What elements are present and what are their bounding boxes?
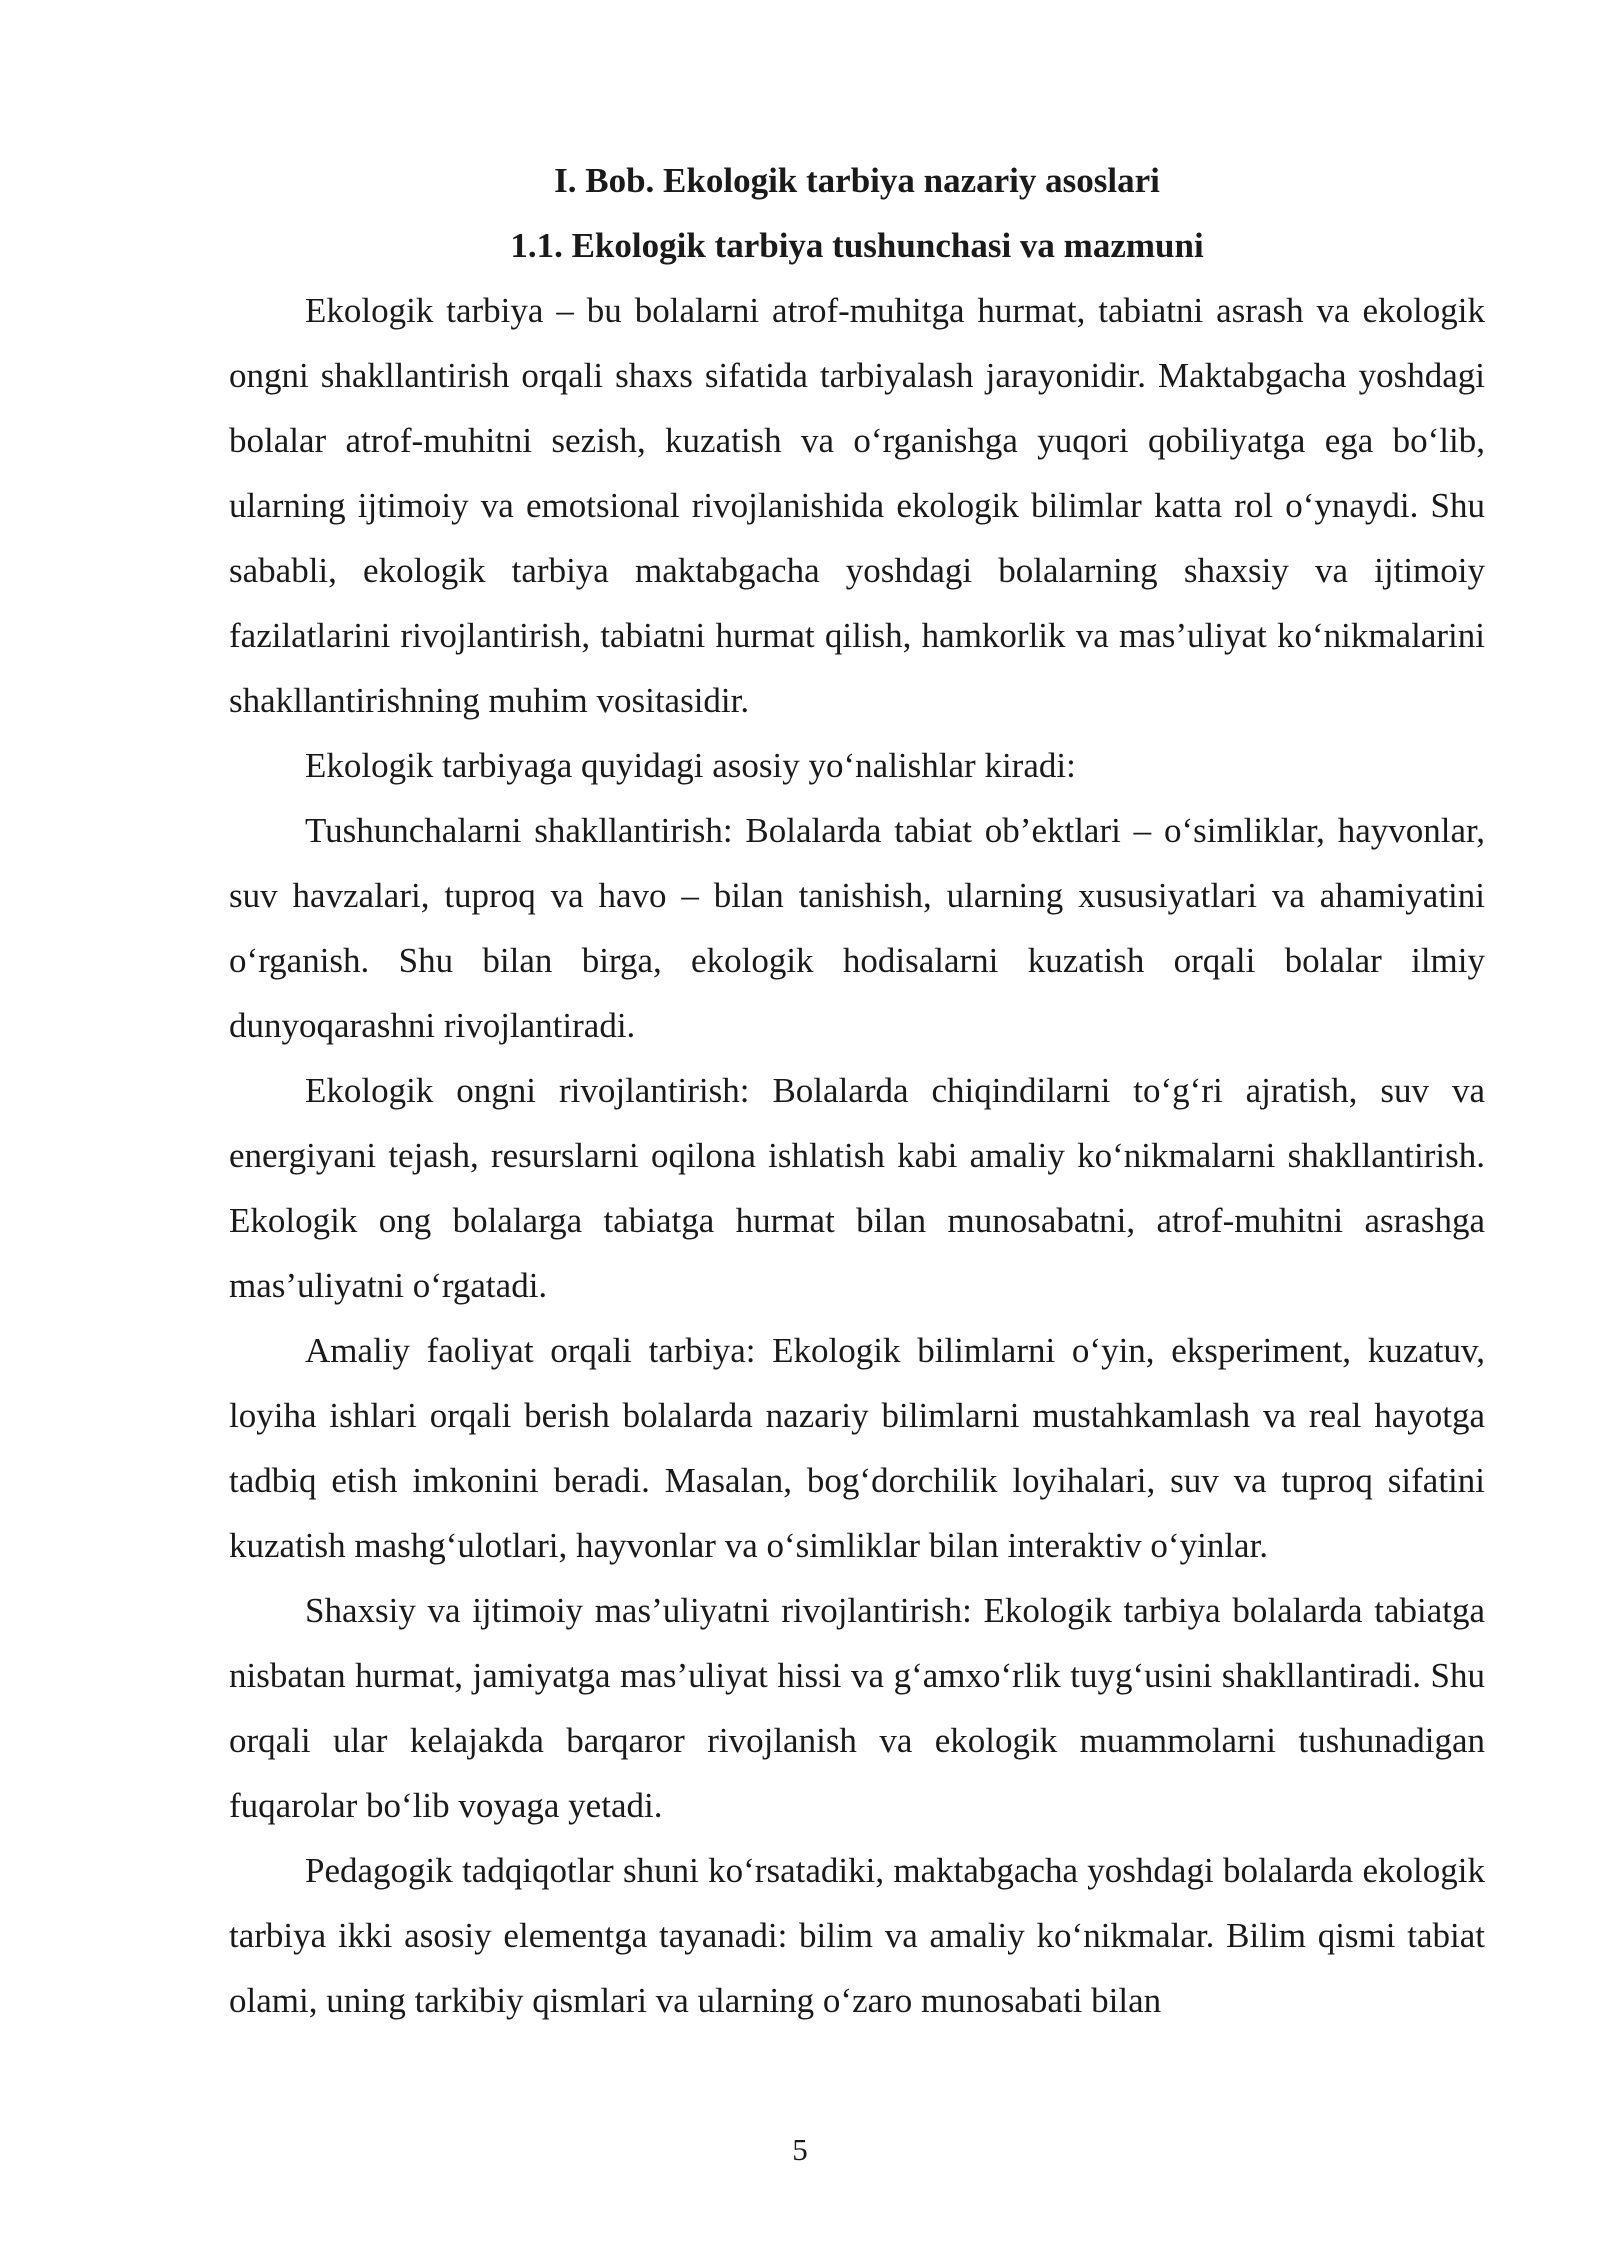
paragraph: Tushunchalarni shakllantirish: Bolalarda tabiat ob’ektlari – o‘simliklar, hayvonlar, suv havzalari, tuproq va havo – bilan tanishish, ularning xususiyatlari va ahamiyatini o‘rganish. Shu bilan birga, ekologik hodisalarni kuzatish orqali bolalar ilmiy dunyoqarashni rivojlantiradi.	[229, 811, 1485, 1045]
paragraph: Amaliy faoliyat orqali tarbiya: Ekologik bilimlarni o‘yin, eksperiment, kuzatuv, loyiha ishlari orqali berish bolalarda nazariy bilimlarni mustahkamlash va real hayotga tadbiq etish imkonini beradi. Masalan, bog‘dorchilik loyihalari, suv va tuproq sifatini kuzatish mashg‘ulotlari, hayvonlar va o‘simliklar bilan interaktiv o‘yinlar.	[229, 1331, 1485, 1565]
paragraph: Shaxsiy va ijtimoiy mas’uliyatni rivojlantirish: Ekologik tarbiya bolalarda tabiatga nisbatan hurmat, jamiyatga mas’uliyat hissi va g‘amxo‘rlik tuyg‘usini shakllantiradi. Shu orqali ular kelajakda barqaror rivojlanish va ekologik muammolarni tushunadigan fuqarolar bo‘lib voyaga yetadi.	[229, 1591, 1485, 1825]
paragraph: Pedagogik tadqiqotlar shuni ko‘rsatadiki, maktabgacha yoshdagi bolalarda ekologik tarbiya ikki asosiy elementga tayanadi: bilim va amaliy ko‘nikmalar. Bilim qismi tabiat olami, uning tarkibiy qismlari va ularning o‘zaro munosabati bilan	[229, 1851, 1485, 2020]
paragraph: Ekologik tarbiyaga quyidagi asosiy yo‘nalishlar kiradi:	[305, 746, 1076, 785]
section-title: 1.1. Ekologik tarbiya tushunchasi va mazmuni	[510, 226, 1204, 265]
paragraph: Ekologik ongni rivojlantirish: Bolalarda chiqindilarni to‘g‘ri ajratish, suv va energiyani tejash, resurslarni oqilona ishlatish kabi amaliy ko‘nikmalarni shakllantirish. Ekologik ong bolalarga tabiatga hurmat bilan munosabatni, atrof-muhitni asrashga mas’uliyatni o‘rgatadi.	[229, 1071, 1485, 1305]
paragraph: Ekologik tarbiya – bu bolalarni atrof-muhitga hurmat, tabiatni asrash va ekologik ongni shakllantirish orqali shaxs sifatida tarbiyalash jarayonidir. Maktabgacha yoshdagi bolalar atrof-muhitni sezish, kuzatish va o‘rganishga yuqori qobiliyatga ega bo‘lib, ularning ijtimoiy va emotsional rivojlanishida ekologik bilimlar katta rol o‘ynaydi. Shu sababli, ekologik tarbiya maktabgacha yoshdagi bolalarning shaxsiy va ijtimoiy fazilatlarini rivojlantirish, tabiatni hurmat qilish, hamkorlik va mas’uliyat ko‘nikmalarini shakllantirishning muhim vositasidir.	[229, 291, 1485, 720]
page-number: 5	[792, 2132, 808, 2167]
page-content	[229, 148, 1485, 2033]
chapter-title: I. Bob. Ekologik tarbiya nazariy asoslari	[554, 161, 1160, 200]
